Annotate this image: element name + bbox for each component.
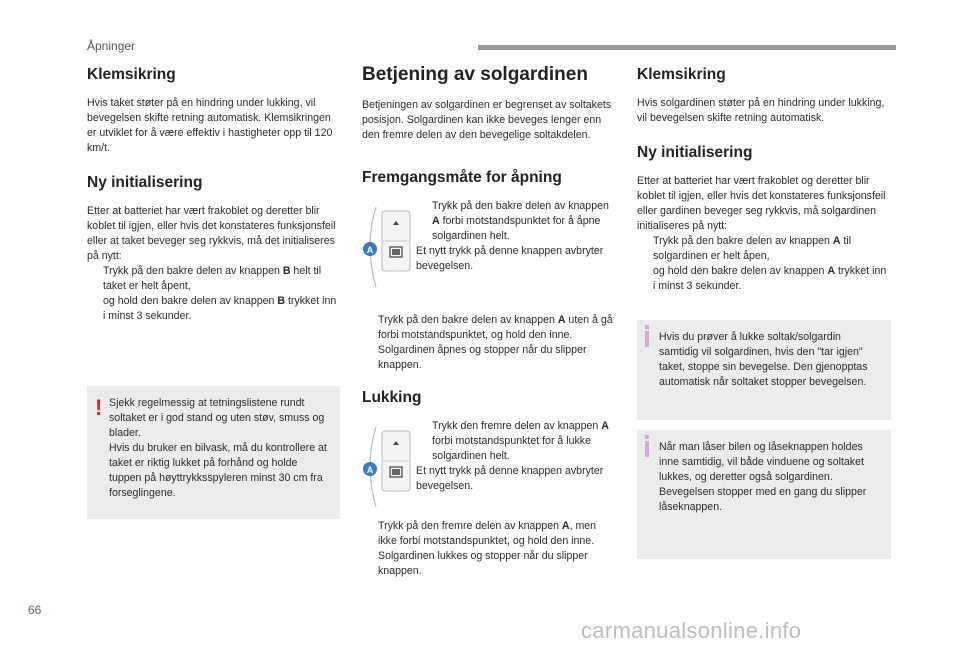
callout-a: A [366, 245, 374, 255]
list-item: Trykk på den bakre delen av knappen A til solgardinen er helt åpen, [653, 235, 852, 262]
sunblind-switch-icon [362, 205, 420, 289]
heading-klemsikring-gardin: Klemsikring [637, 66, 726, 83]
list-item: Trykk den fremre delen av knappen A forbi motstandspunktet for å lukke solgardinen helt. [432, 420, 609, 462]
info-text: Når man låser bilen og låseknappen holdes inne samtidig, vil både vinduene og soltaket lukkes, og deretter også solgardinen. Bevegelsen stopper med en gang du slipper låseknappen. [659, 441, 867, 513]
callout-a: A [366, 465, 374, 475]
column-middle [362, 64, 617, 579]
warning-icon: ! [95, 395, 103, 420]
close-bullets [362, 519, 617, 579]
close-text [416, 419, 616, 494]
paragraph-klemsikring: Hvis taket støter på en hindring under lukking, vil bevegelsen skifte retning automatisk. Klemsikringen er utviklet for å være effektiv i hastigheter opp til 120 km/t. [87, 97, 333, 154]
paragraph-klemsikring-gardin: Hvis solgardinen støter på en hindring under lukking, vil bevegelsen skifte retning automatisk. [637, 97, 885, 124]
heading-betjening: Betjening av solgardinen [362, 64, 588, 85]
switch-close-row [362, 419, 617, 519]
sunblind-switch-icon [362, 425, 420, 509]
info-icon [645, 441, 649, 457]
list-item: og hold den bakre delen av knappen B trykket inn i minst 3 sekunder. [103, 295, 337, 322]
watermark: carmanualsonline.info [581, 618, 802, 643]
heading-klemsikring: Klemsikring [87, 66, 176, 83]
column-left [87, 66, 340, 519]
open-bullets [362, 313, 617, 373]
page-number: 66 [28, 603, 42, 617]
info-note [637, 320, 891, 420]
header-bar [478, 45, 896, 50]
heading-ny-initialisering: Ny initialisering [87, 174, 203, 191]
heading-lukking: Lukking [362, 389, 422, 406]
open-text [416, 199, 616, 274]
list-item: Trykk på den bakre delen av knappen A forbi motstandspunktet for å åpne solgardinen helt. [432, 200, 609, 242]
bullet-list [87, 264, 340, 324]
paragraph-initialisering: Etter at batteriet har vært frakoblet og deretter blir koblet til igjen, eller hvis det konstateres funksjonsfeil eller at taket beveger seg rykkvis, må det initialiseres på nytt: [87, 205, 336, 262]
list-item: Trykk på den fremre delen av knappen A, men ikke forbi motstandspunktet, og hold den inne. Solgardinen lukkes og stopper når du slipper knappen. [378, 520, 597, 577]
warning-text: Sjekk regelmessig at tetningslistene rundt soltaket er i god stand og uten støv, smuss og blader. Hvis du bruker en bilvask, må du kontrollere at taket er riktig lukket på forhånd og holde tuppen på høyttrykksspyleren minst 30 cm fra forseglingene. [109, 397, 327, 499]
info-note [637, 430, 891, 559]
column-right [637, 66, 891, 559]
paragraph-intro: Betjeningen av solgardinen er begrenset av soltakets posisjon. Solgardinen kan ikke beveges lenger enn den fremre delen av den bevegelige soltakdelen. [362, 99, 612, 141]
list-item: Trykk på den bakre delen av knappen B helt til taket er helt åpent, [103, 265, 322, 292]
close-stop-text: Et nytt trykk på denne knappen avbryter bevegelsen. [416, 465, 604, 492]
open-stop-text: Et nytt trykk på denne knappen avbryter bevegelsen. [416, 245, 604, 272]
heading-ny-initialisering-gardin: Ny initialisering [637, 144, 753, 161]
list-item: Trykk på den bakre delen av knappen A uten å gå forbi motstandspunktet, og hold den inne. Solgardinen åpnes og stopper når du slipper knappen. [378, 314, 613, 371]
info-icon [645, 331, 649, 347]
bullet-list [637, 234, 891, 294]
list-item: og hold den bakre delen av knappen A trykket inn i minst 3 sekunder. [653, 265, 887, 292]
warning-note [87, 386, 340, 519]
paragraph-initialisering-gardin: Etter at batteriet har vært frakoblet og deretter blir koblet til igjen, eller hvis det konstateres funksjonsfeil eller gardinen beveger seg rykkvis, må solgardinen initialiseres på nytt: [637, 175, 886, 232]
info-text: Hvis du prøver å lukke soltak/solgardin samtidig vil solgardinen, hvis den "tar igjen" taket, stoppe sin bevegelse. Den gjenopptas automatisk når soltaket stopper bevegelsen. [659, 331, 868, 388]
heading-apning: Fremgangsmåte for åpning [362, 169, 562, 186]
switch-open-row [362, 199, 617, 299]
section-label: Åpninger [87, 39, 136, 53]
